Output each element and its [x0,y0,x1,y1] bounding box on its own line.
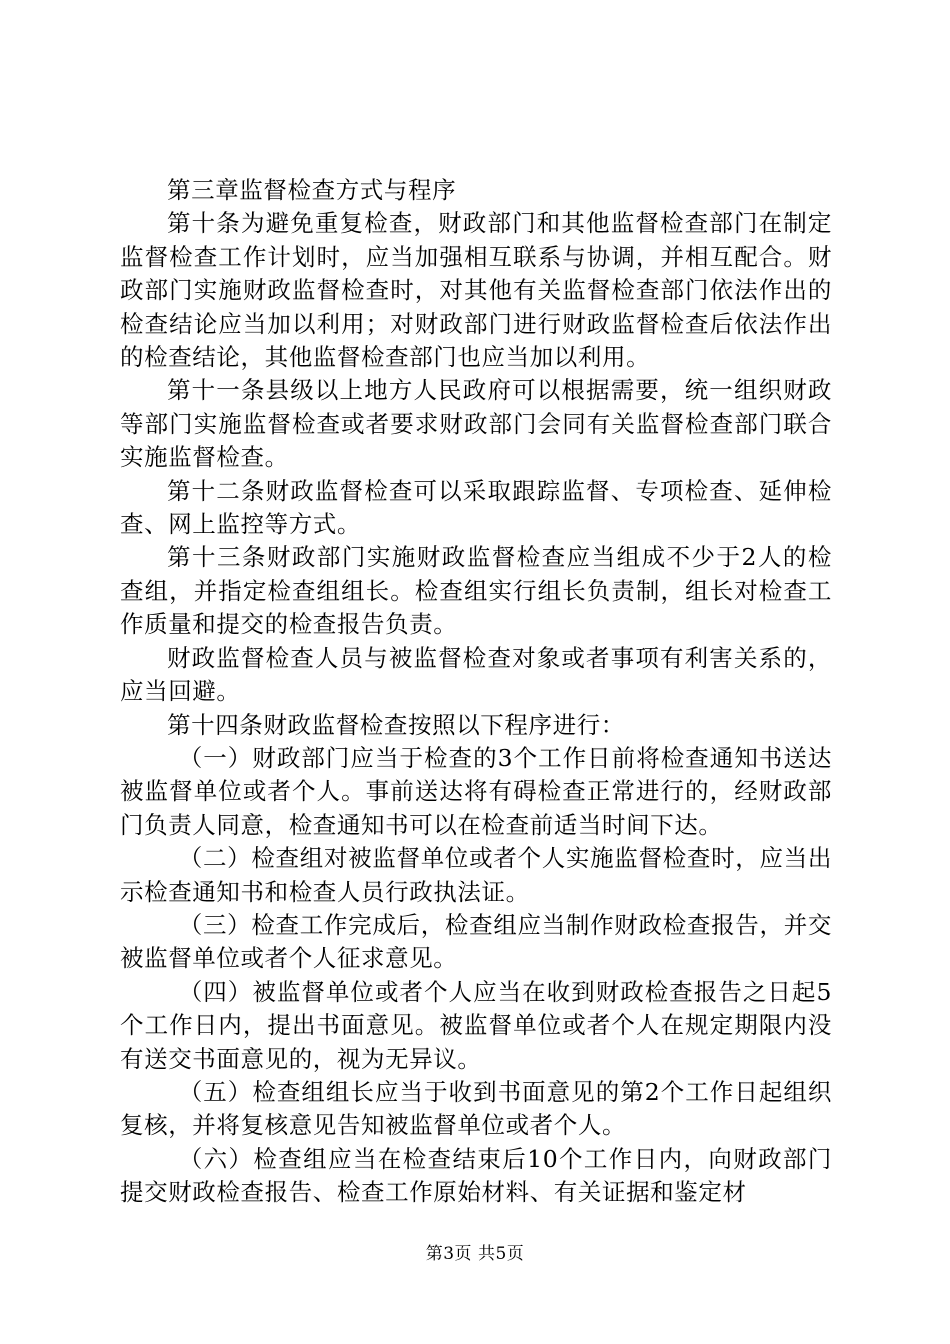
procedure-item-6: （六）检查组应当在检查结束后10个工作日内，向财政部门提交财政检查报告、检查工作原始材料、有关证据和鉴定材 [120,1144,832,1207]
procedure-item-3: （三）检查工作完成后，检查组应当制作财政检查报告，并交被监督单位或者个人征求意见。 [120,910,832,973]
article-13-paragraph: 第十三条财政部门实施财政监督检查应当组成不少于2人的检查组，并指定检查组组长。检查组实行组长负责制，组长对检查工作质量和提交的检查报告负责。 [120,543,832,639]
procedure-item-4: （四）被监督单位或者个人应当在收到财政检查报告之日起5个工作日内，提出书面意见。被监督单位或者个人在规定期限内没有送交书面意见的，视为无异议。 [120,977,832,1073]
recusal-paragraph: 财政监督检查人员与被监督检查对象或者事项有利害关系的，应当回避。 [120,643,832,706]
procedure-item-5: （五）检查组组长应当于收到书面意见的第2个工作日起组织复核，并将复核意见告知被监督单位或者个人。 [120,1077,832,1140]
procedure-item-2: （二）检查组对被监督单位或者个人实施监督检查时，应当出示检查通知书和检查人员行政执法证。 [120,844,832,906]
page-number-footer: 第3页 共5页 [425,1244,525,1264]
article-14-paragraph: 第十四条财政监督检查按照以下程序进行： [167,710,625,739]
procedure-item-1: （一）财政部门应当于检查的3个工作日前将检查通知书送达被监督单位或者个人。事前送达将有碍检查正常进行的，经财政部门负责人同意，检查通知书可以在检查前适当时间下达。 [120,743,832,839]
article-11-paragraph: 第十一条县级以上地方人民政府可以根据需要，统一组织财政等部门实施监督检查或者要求财政部门会同有关监督检查部门联合实施监督检查。 [120,376,832,472]
article-10-paragraph: 第十条为避免重复检查，财政部门和其他监督检查部门在制定监督检查工作计划时，应当加强相互联系与协调，并相互配合。财政部门实施财政监督检查时，对其他有关监督检查部门依法作出的检查结论应当加以利用；对财政部门进行财政监督检查后依法作出的检查结论，其他监督检查部门也应当加以利用。 [120,209,832,372]
chapter-heading: 第三章监督检查方式与程序 [167,176,457,204]
document-body [120,174,832,1210]
article-12-paragraph: 第十二条财政监督检查可以采取跟踪监督、专项检查、延伸检查、网上监控等方式。 [120,476,832,539]
